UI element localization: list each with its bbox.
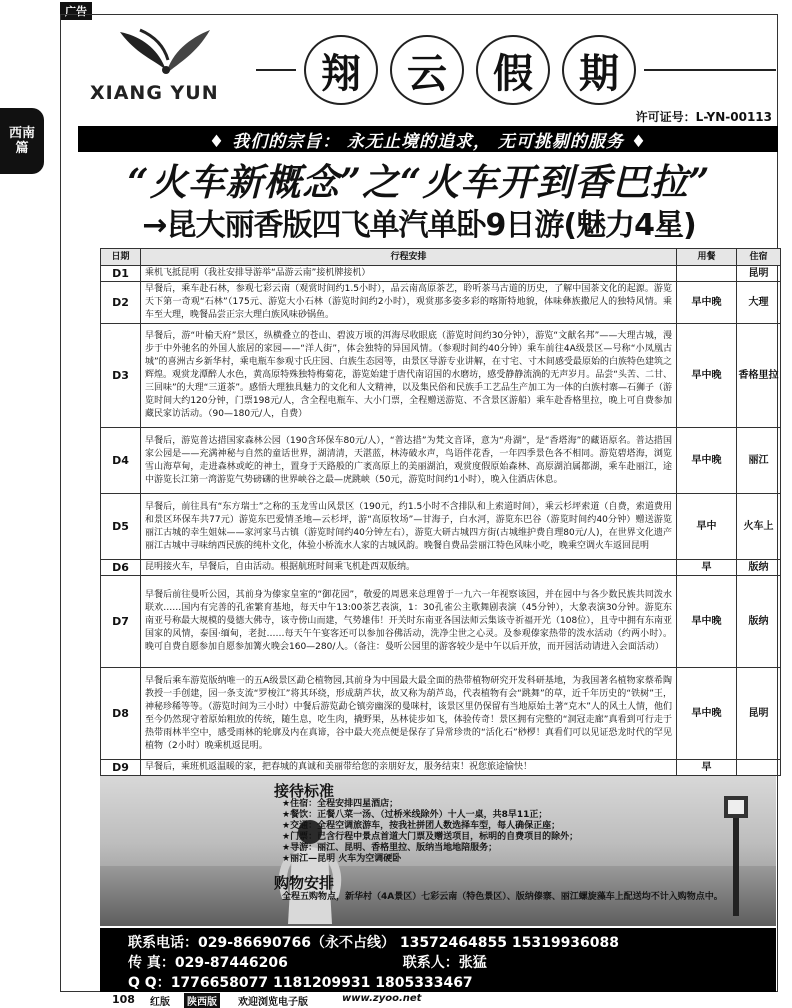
hotel-cell: 版纳 [737,560,781,576]
brand-name: XIANG YUN [90,82,219,104]
table-row [101,760,781,776]
day-cell: D9 [101,760,141,776]
hotel-cell: 昆明 [737,668,781,760]
day-cell: D5 [101,494,141,560]
fax-row [128,952,487,972]
itinerary-cell: 早餐后，游“叶榆天府”景区，纵横叠立的苍山、碧波万顷的洱海尽收眼底（游览时间约30分钟），游览“文献名邦”——大理古城，漫步于中外驰名的外国人旅居的家园——“洋人街”，体会独特的异国风情。（参观时间约40分钟）乘车前往4A级景区—号称“小凤凰古城”的喜洲古乡新华村，乘电瓶车参观寸氏庄园、白族生态园等，由景区导游专业讲解，在寸宅、寸木间感受最原始的白族特色建筑之辉煌。观赏龙潭醉人水色，黄高原特殊独特梅菊花，游览始建于唐代南诏国的水磨坊，感受静静流淌的无声岁月。品尝“头苦、二甘、三回味”的大理“三道茶”。感悟大理独具魅力的文化和人文精神，以及集民俗和民族手工艺品生产加工为一体的白族村寨—石狮子（游览时间大约120分钟，门票198元/人，含全程电瓶车、大小门票，全程赠送游览、不含景区游船）乘车赴香格里拉，晚上可自费参加藏民家访活动。（90—180元/人，自费） [141,324,677,428]
meal-cell: 早中晚 [677,668,737,760]
headline: “火车新概念”之“火车开到香巴拉” [127,160,711,204]
itinerary-cell: 早餐后乘车游览版纳唯一的五A级景区勐仑植物园,其前身为中国最大最全面的热带植物研究开发科研基地，为我国著名植物家蔡希陶教授一手创建，园一条支流“罗梭江”将其环绕，形成葫芦状，故又称为葫芦岛，代表植物有会“跳舞”的草，近千年历史的“铁树”王，神秘珍稀等等。（游览时间为三小时）中餐后游览勐仑镇旁幽深的曼咪村，该景区里仍保留有当地原始土著“克木”人的风土人情，他们至今仍然现守着原始粗放的传统，随生息，吃生肉，撬野果，丛林徒步如飞，体验传奇！景区拥有完整的“洞冠走廊”真看到可行走于热带雨林半空中，感受雨林的轮廓及内在真谛，谷中最大亮点便是保存了异常珍贵的“活化石”桫椤！真看们可以见证恐龙时代的罕见植物（2小时）晚乘机返昆明。 [141,668,677,760]
title-char-3: 假 [476,35,550,105]
title-char-1: 翔 [304,35,378,105]
phone-row [128,932,619,952]
meal-cell: 早 [677,560,737,576]
standards-list [282,799,578,865]
hotel-cell: 香格里拉 [737,324,781,428]
contact-person-label: 联系人： [402,955,459,971]
hotel-cell: 火车上 [737,494,781,560]
phone-label: 联系电话： [128,935,198,951]
meal-cell: 早中 [677,494,737,560]
hotel-cell: 大理 [737,282,781,324]
table-row [101,324,781,428]
meal-cell [677,266,737,282]
qq-label: Q Q： [128,975,171,991]
itinerary-cell: 昆明接火车，早餐后，自由活动。根据航班时间乘飞机赴西双版纳。 [141,560,677,576]
day-cell: D8 [101,668,141,760]
day-cell: D3 [101,324,141,428]
itinerary-cell: 早餐后，游览普达措国家森林公园（190含环保车80元/人），“普达措”为梵文音译，意为“舟湖”，是“香塔海”的藏语原名。普达措国家公园是——充满神秘与自然的童话世界，湖清清，天湛蓝，林涛破水声，鸟语伴花香，一年四季景色各不相同。游览碧塔海，浏览雪山海草甸，走进森林或屹的神土，置身于天路般的广袤高原上的美丽湖泊，观赏度假原始森林、高原湖泊属都湖，乘车赴丽江，途中游览长江第一湾游览气势磅礴的世界峡谷之最—虎跳峡（50元，游览时间约1小时），晚入住酒店休息。 [141,428,677,494]
fax-label: 传 真： [128,955,175,971]
day-cell: D2 [101,282,141,324]
table-header [101,249,781,266]
itinerary-cell: 早餐后，前往具有“东方瑞士”之称的玉龙雪山风景区（190元，约1.5小时不含排队和上索道时间），乘云杉坪索道（自费，索道费用和景区环保车共77元）游览东巴爱情圣地—云杉坪，游“高原牧场”—甘海子，白水河，游览东巴谷（游览时间约40分钟）赠送游览丽江古城的幸生姐妹——家河家马古镇（游览时间约40分钟左右），游览大研古城四方街(古城维护费自理80元/人)，在世界文化遗产丽江古城中寻味纳西民族的纯朴文化，体验小桥流水人家的古城风韵。晚餐自费品尝丽江特色风味小吃，晚乘空调火车返回昆明 [141,494,677,560]
table-row [101,282,781,324]
standards-title: 接待标准 [274,782,335,800]
ad-tag: 广告 [60,2,92,20]
header-hotel: 住宿 [737,249,781,266]
itinerary-cell: 早餐后，乘车赴石林，参观七彩云南（观赏时间约1.5小时），品云南高原茶艺，聆听茶马古道的历史，了解中国茶文化的起源。游览天下第一奇观“石林”（175元、游览大小石林（游览时间约2小时），观赏那多姿多彩的喀斯特地貌，体味彝族撒尼人的独特风情。乘车至大理，晚餐品尝正宗大理白族风味砂锅鱼。 [141,282,677,324]
day-cell: D1 [101,266,141,282]
hotel-cell: 版纳 [737,576,781,668]
header-day: 日期 [101,249,141,266]
table-row [101,266,781,282]
table-row [101,576,781,668]
meal-cell: 早 [677,760,737,776]
standard-item: ★餐饮：正餐八菜一汤、（过桥米线除外）十人一桌，共8早11正； [282,810,548,820]
meal-cell: 早中晚 [677,324,737,428]
title-rule-right [644,69,776,71]
edition-label: 红版 [150,997,170,1008]
header-itinerary: 行程安排 [141,249,677,266]
title-char-2: 云 [390,35,464,105]
meal-cell: 早中晚 [677,282,737,324]
fax-number: 029-87446206 [174,955,288,971]
header-meals: 用餐 [677,249,737,266]
brand-title [256,36,776,104]
table-row [101,560,781,576]
website-link[interactable]: www.zyoo.net [342,993,422,1004]
section-tab: 西南篇 [0,108,44,174]
itinerary-cell: 乘机飞抵昆明（我社安排导游举“品游云南”接机牌接机） [141,266,677,282]
shopping-text: 全程五购物点，新华村（4A景区）七彩云南（特色景区）、版纳傣寨、丽江螺旋藻车上配送均不计入购物点中。 [282,892,723,902]
contact-bar [100,928,776,992]
title-char-4: 期 [562,35,636,105]
standard-item: ★丽江—昆明 火车为空调硬卧 [282,854,402,864]
qq-numbers: 1776658077 1181209931 1805333467 [170,975,473,991]
table-row [101,494,781,560]
contact-person: 张猛 [458,955,487,971]
itinerary-cell: 早餐后，乘班机返温暖的家，把春城的真诚和美丽带给您的亲朋好友，服务结束！祝您旅途愉快！ [141,760,677,776]
table-row [101,428,781,494]
itinerary-cell: 早餐后前往曼听公园，其前身为傣家皇室的“御花园”，敬爱的周恩来总理曾于一九六一年视察该园，并在园中与各少数民族共同泼水联欢……国内有完善的孔雀繁育基地，每天中午13:00茶艺表演，1：30孔雀公主歌舞剧表演（45分钟），大象表演30分钟。游览东南亚号称最大规模的曼德大佛寺，该寺傍山而建，气势雄伟！开关时东南亚各国法师云集该寺祈福开光（108位），且寺中拥有东南亚国家的风情，泰国·缅甸，老挝……每天午午宴客还可以参加谷佛活动，洗净尘世之心灵。及参观傣家热带的泼水活动（约两小时）。晚可自费自愿参加自愿参加篝火晚会160—280/人。（备注：曼听公园里的游客较少是中午以后开放，而开园活动请进入会面活动） [141,576,677,668]
license-number: 许可证号：L-YN-00113 [635,110,772,124]
wing-logo-icon [110,26,220,84]
standard-item: ★门票：已含行程中景点首道大门票及赠送项目，标明的自费项目的除外； [282,832,579,842]
phone-numbers: 029-86690766（永不占线） 13572464855 15319936088 [198,935,620,951]
standard-item: ★住宿：全程安排四星酒店； [282,799,399,809]
tour-title: →昆大丽香版四飞单汽单卧9日游(魅力4星) [142,208,696,243]
meal-cell: 早中晚 [677,576,737,668]
day-cell: D6 [101,560,141,576]
hotel-cell [737,760,781,776]
day-cell: D4 [101,428,141,494]
standard-item: ★交通：全程空调旅游车，按我社拼团人数选择车型，每人确保正座； [282,821,561,831]
logo [80,26,250,108]
itinerary-table [100,248,781,776]
page-footer [60,992,778,1007]
footer-note: 欢迎浏览电子版 [238,997,308,1008]
day-cell: D7 [101,576,141,668]
slogan-banner: ♦ 我们的宗旨： 永无止境的追求， 无可挑剔的服务 ♦ [78,126,778,152]
meal-cell: 早中晚 [677,428,737,494]
page-number: 108 [112,993,135,1006]
shopping-title: 购物安排 [274,874,335,892]
table-row [101,668,781,760]
qq-row [128,972,473,992]
title-rule-left [256,69,296,71]
standard-item: ★导游：丽江、昆明、香格里拉、版纳当地地陪服务； [282,843,498,853]
hotel-cell: 丽江 [737,428,781,494]
region-badge: 陕西版 [184,993,220,1008]
hotel-cell: 昆明 [737,266,781,282]
